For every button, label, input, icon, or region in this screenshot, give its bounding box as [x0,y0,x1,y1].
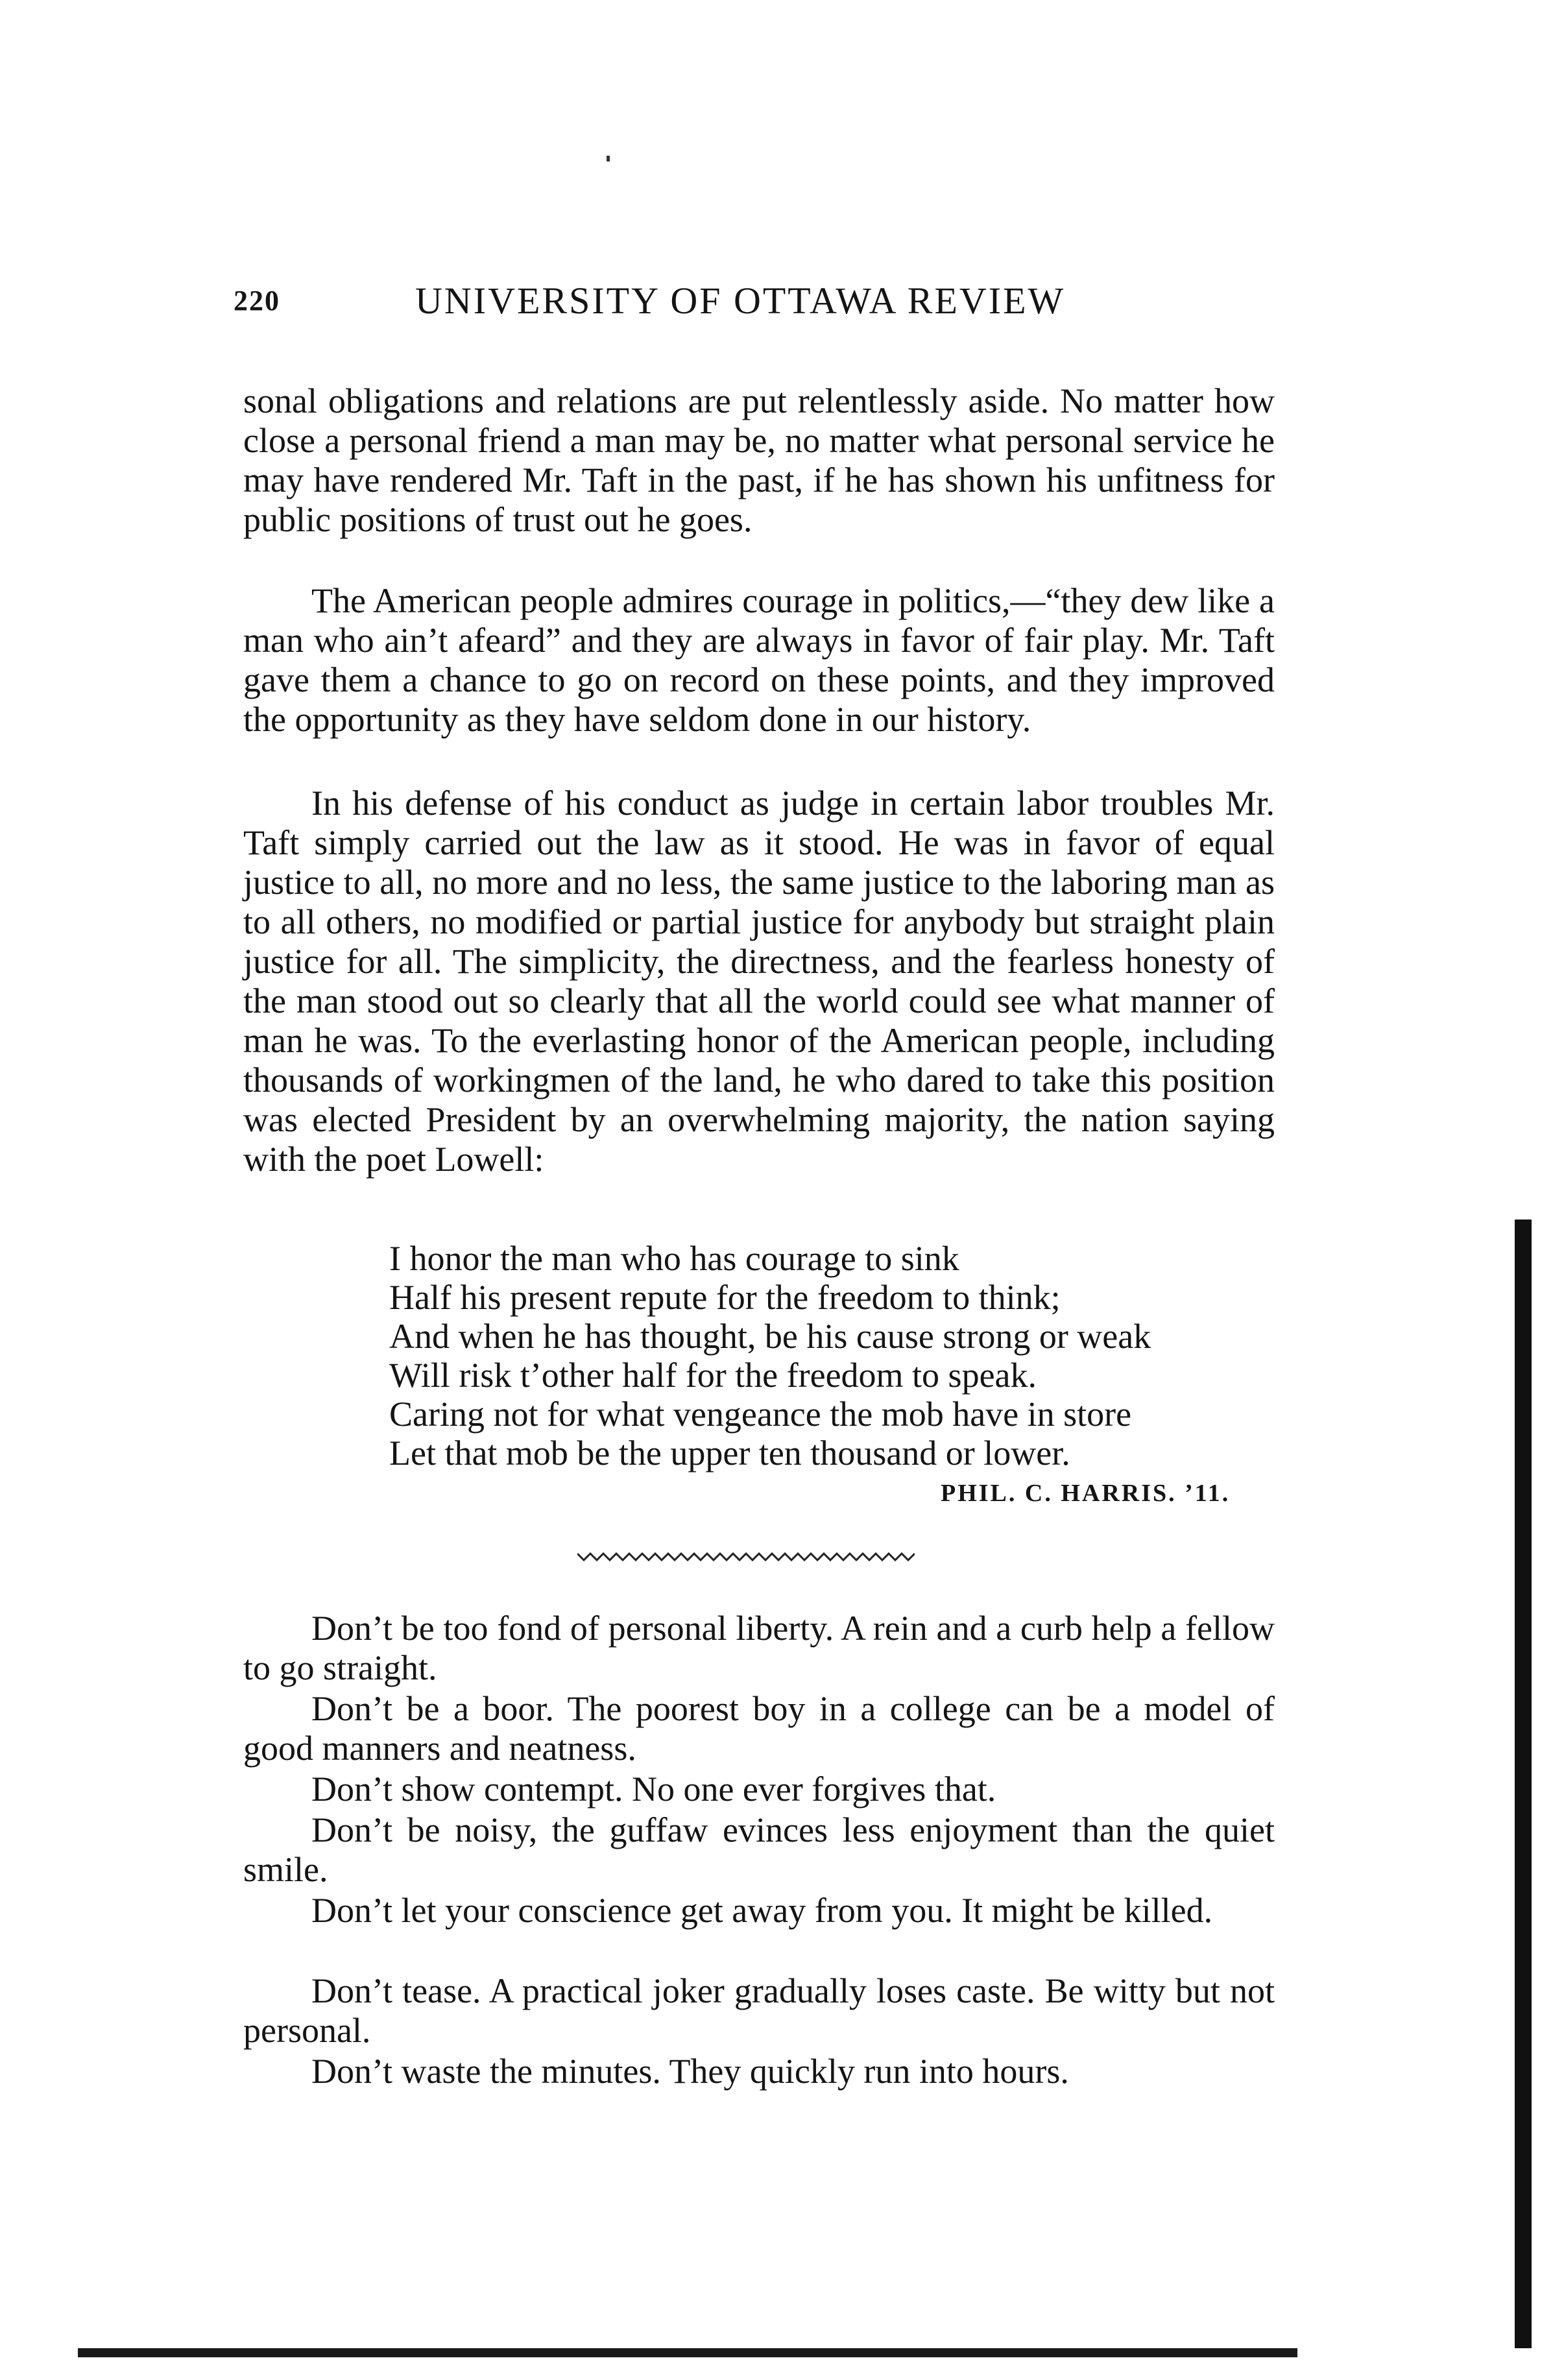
scan-edge-bottom [78,2348,1297,2357]
wavy-separator [577,1547,915,1567]
maxim-7: Don’t waste the minutes. They quickly run into hours. [311,2052,1069,2091]
maxim-4: Don’t be noisy, the guffaw evinces less enjoyment than the quiet smile. [243,1810,1275,1889]
running-title: UNIVERSITY OF OTTAWA REVIEW [415,280,1066,322]
page-number: 220 [234,285,280,317]
poem-line: Caring not for what vengeance the mob have in store [389,1395,1132,1434]
maxim-5: Don’t let your conscience get away from you. It might be killed. [311,1891,1213,1930]
poem-quotation [389,1239,1151,1472]
poem-line: And when he has thought, be his cause strong or weak [389,1317,1151,1356]
page-header [234,280,1278,336]
paragraph-3: In his defense of his conduct as judge in certain labor troubles Mr. Taft simply carried out the law as it stood. He was in favor of equal justice to all, no more and no less, the same justice to the laboring man as to all others, no modified or partial justice for anybody but straight plain justice for all. The simplicity, the directness, and the fearless honesty of the man stood out so clearly that all the world could see what manner of man he was. To the everlasting honor of the American people, including thousands of workingmen of the land, he who dared to take this position was elected President by an overwhelming majority, the nation saying with the poet Lowell: [243,784,1275,1179]
poem-line: Half his present repute for the freedom to think; [389,1278,1061,1317]
scan-edge-right [1515,1220,1532,2348]
maxim-1: Don’t be too fond of personal liberty. A rein and a curb help a fellow to go straight. [243,1609,1275,1687]
poem-line: Will risk t’other half for the freedom to speak. [389,1356,1037,1395]
maxim-6: Don’t tease. A practical joker gradually loses caste. Be witty but not personal. [243,1971,1275,2050]
maxim-2: Don’t be a boor. The poorest boy in a college can be a model of good manners and neatness. [243,1689,1275,1768]
poem-line: Let that mob be the upper ten thousand or lower. [389,1434,1070,1472]
poem-line: I honor the man who has courage to sink [389,1239,959,1278]
paragraph-1: sonal obligations and relations are put relentlessly aside. No matter how close a personal friend a man may be, no matter what personal service he may have rendered Mr. Taft in the past, if he has shown his unfitness for public positions of trust out he goes. [243,381,1275,539]
ink-speck [607,156,610,162]
paragraph-2: The American people admires courage in politics,—“they dew like a man who ain’t afeard” and they are always in favor of fair play. Mr. Taft gave them a chance to go on record on these points, and they improved the opportunity as they have seldom done in our history. [243,581,1275,739]
author-signature: PHIL. C. HARRIS. ’11. [941,1480,1231,1507]
maxim-3: Don’t show contempt. No one ever forgives that. [311,1770,996,1809]
